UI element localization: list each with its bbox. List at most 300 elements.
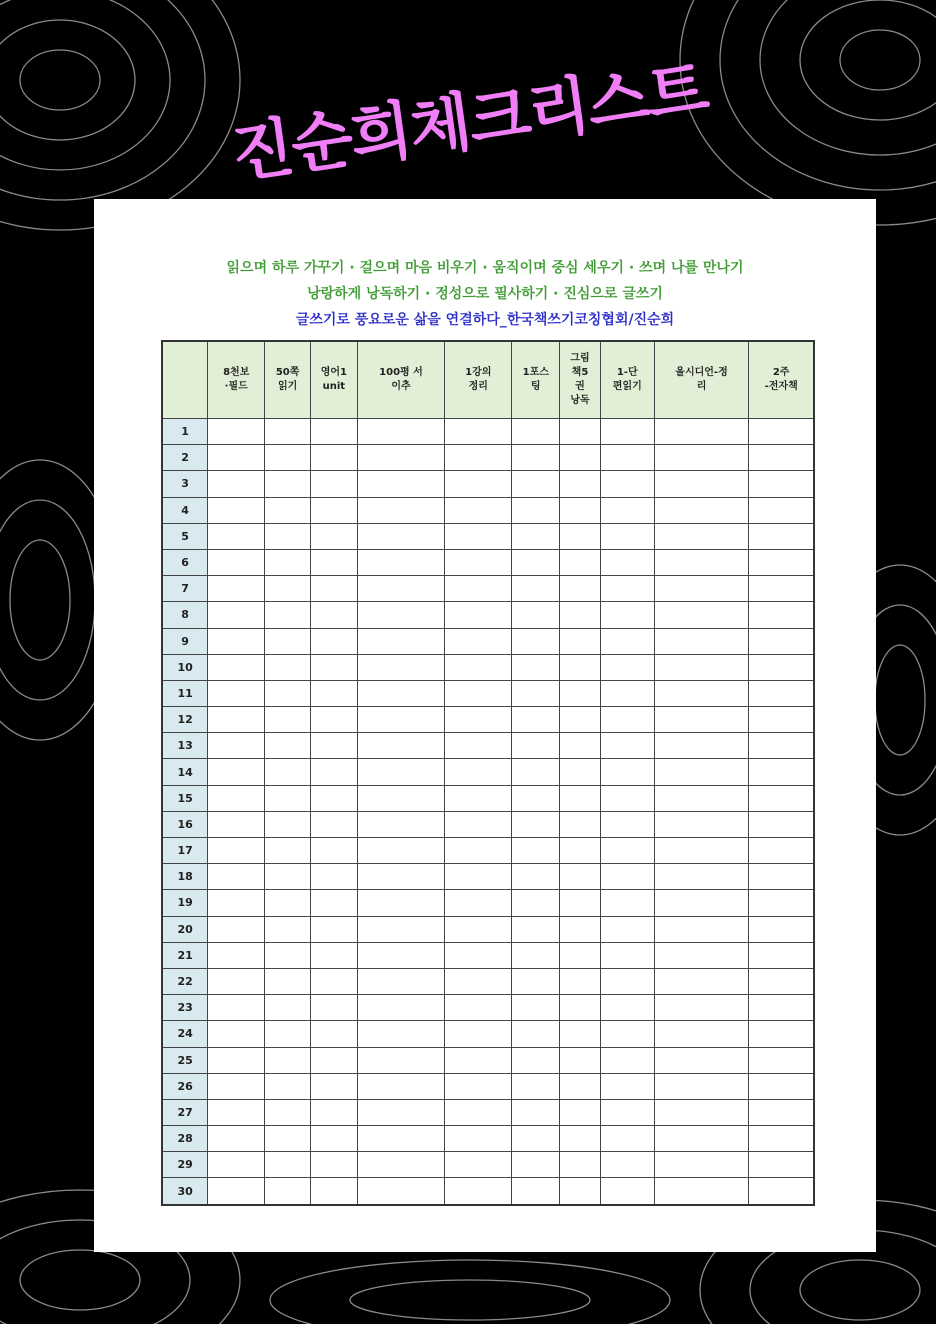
check-cell[interactable]	[512, 1047, 560, 1073]
check-cell[interactable]	[512, 942, 560, 968]
check-cell[interactable]	[512, 1099, 560, 1125]
check-cell[interactable]	[560, 419, 601, 445]
check-cell[interactable]	[560, 1099, 601, 1125]
check-cell[interactable]	[749, 968, 814, 994]
check-cell[interactable]	[357, 968, 444, 994]
check-cell[interactable]	[357, 602, 444, 628]
check-cell[interactable]	[445, 1047, 512, 1073]
check-cell[interactable]	[208, 733, 265, 759]
check-cell[interactable]	[600, 549, 654, 575]
check-cell[interactable]	[265, 1152, 311, 1178]
check-cell[interactable]	[357, 1047, 444, 1073]
check-cell[interactable]	[654, 995, 749, 1021]
check-cell[interactable]	[512, 680, 560, 706]
check-cell[interactable]	[749, 628, 814, 654]
check-cell[interactable]	[310, 419, 357, 445]
check-cell[interactable]	[654, 785, 749, 811]
check-cell[interactable]	[310, 602, 357, 628]
check-cell[interactable]	[265, 523, 311, 549]
check-cell[interactable]	[749, 785, 814, 811]
check-cell[interactable]	[208, 1099, 265, 1125]
check-cell[interactable]	[600, 707, 654, 733]
check-cell[interactable]	[357, 942, 444, 968]
check-cell[interactable]	[265, 1047, 311, 1073]
check-cell[interactable]	[749, 654, 814, 680]
check-cell[interactable]	[208, 680, 265, 706]
check-cell[interactable]	[654, 523, 749, 549]
check-cell[interactable]	[445, 785, 512, 811]
check-cell[interactable]	[749, 576, 814, 602]
check-cell[interactable]	[654, 1152, 749, 1178]
check-cell[interactable]	[265, 602, 311, 628]
check-cell[interactable]	[445, 497, 512, 523]
check-cell[interactable]	[208, 549, 265, 575]
check-cell[interactable]	[208, 654, 265, 680]
check-cell[interactable]	[560, 628, 601, 654]
check-cell[interactable]	[560, 968, 601, 994]
check-cell[interactable]	[560, 471, 601, 497]
check-cell[interactable]	[749, 942, 814, 968]
check-cell[interactable]	[560, 864, 601, 890]
check-cell[interactable]	[357, 654, 444, 680]
check-cell[interactable]	[445, 811, 512, 837]
check-cell[interactable]	[208, 523, 265, 549]
check-cell[interactable]	[208, 995, 265, 1021]
check-cell[interactable]	[310, 995, 357, 1021]
check-cell[interactable]	[560, 1152, 601, 1178]
check-cell[interactable]	[560, 890, 601, 916]
check-cell[interactable]	[512, 1178, 560, 1205]
check-cell[interactable]	[445, 576, 512, 602]
check-cell[interactable]	[265, 916, 311, 942]
check-cell[interactable]	[512, 523, 560, 549]
check-cell[interactable]	[208, 1047, 265, 1073]
check-cell[interactable]	[749, 549, 814, 575]
check-cell[interactable]	[560, 916, 601, 942]
check-cell[interactable]	[600, 785, 654, 811]
check-cell[interactable]	[749, 471, 814, 497]
check-cell[interactable]	[445, 654, 512, 680]
check-cell[interactable]	[208, 1126, 265, 1152]
check-cell[interactable]	[445, 707, 512, 733]
check-cell[interactable]	[749, 890, 814, 916]
check-cell[interactable]	[310, 707, 357, 733]
check-cell[interactable]	[445, 523, 512, 549]
check-cell[interactable]	[654, 1047, 749, 1073]
check-cell[interactable]	[512, 838, 560, 864]
check-cell[interactable]	[560, 445, 601, 471]
check-cell[interactable]	[208, 1073, 265, 1099]
check-cell[interactable]	[512, 707, 560, 733]
check-cell[interactable]	[208, 811, 265, 837]
check-cell[interactable]	[357, 1099, 444, 1125]
check-cell[interactable]	[265, 707, 311, 733]
check-cell[interactable]	[600, 1152, 654, 1178]
check-cell[interactable]	[654, 916, 749, 942]
check-cell[interactable]	[265, 811, 311, 837]
check-cell[interactable]	[445, 968, 512, 994]
check-cell[interactable]	[600, 942, 654, 968]
check-cell[interactable]	[560, 602, 601, 628]
check-cell[interactable]	[265, 497, 311, 523]
check-cell[interactable]	[208, 1152, 265, 1178]
check-cell[interactable]	[654, 628, 749, 654]
check-cell[interactable]	[357, 576, 444, 602]
check-cell[interactable]	[749, 680, 814, 706]
check-cell[interactable]	[357, 995, 444, 1021]
check-cell[interactable]	[357, 1178, 444, 1205]
check-cell[interactable]	[600, 497, 654, 523]
check-cell[interactable]	[310, 916, 357, 942]
check-cell[interactable]	[310, 968, 357, 994]
check-cell[interactable]	[560, 1126, 601, 1152]
check-cell[interactable]	[654, 1178, 749, 1205]
check-cell[interactable]	[512, 759, 560, 785]
check-cell[interactable]	[357, 549, 444, 575]
check-cell[interactable]	[310, 523, 357, 549]
check-cell[interactable]	[560, 1073, 601, 1099]
check-cell[interactable]	[512, 890, 560, 916]
check-cell[interactable]	[560, 1021, 601, 1047]
check-cell[interactable]	[654, 890, 749, 916]
check-cell[interactable]	[310, 942, 357, 968]
check-cell[interactable]	[560, 497, 601, 523]
check-cell[interactable]	[208, 864, 265, 890]
check-cell[interactable]	[357, 733, 444, 759]
check-cell[interactable]	[265, 864, 311, 890]
check-cell[interactable]	[654, 968, 749, 994]
check-cell[interactable]	[512, 471, 560, 497]
check-cell[interactable]	[560, 838, 601, 864]
check-cell[interactable]	[749, 707, 814, 733]
check-cell[interactable]	[512, 497, 560, 523]
check-cell[interactable]	[357, 445, 444, 471]
check-cell[interactable]	[445, 864, 512, 890]
check-cell[interactable]	[749, 916, 814, 942]
check-cell[interactable]	[600, 654, 654, 680]
check-cell[interactable]	[310, 654, 357, 680]
check-cell[interactable]	[654, 1099, 749, 1125]
check-cell[interactable]	[445, 549, 512, 575]
check-cell[interactable]	[512, 785, 560, 811]
check-cell[interactable]	[357, 1126, 444, 1152]
check-cell[interactable]	[357, 838, 444, 864]
check-cell[interactable]	[654, 445, 749, 471]
check-cell[interactable]	[749, 523, 814, 549]
check-cell[interactable]	[512, 654, 560, 680]
check-cell[interactable]	[445, 1099, 512, 1125]
check-cell[interactable]	[265, 759, 311, 785]
check-cell[interactable]	[749, 1073, 814, 1099]
check-cell[interactable]	[208, 602, 265, 628]
check-cell[interactable]	[560, 811, 601, 837]
check-cell[interactable]	[208, 968, 265, 994]
check-cell[interactable]	[512, 968, 560, 994]
check-cell[interactable]	[357, 419, 444, 445]
check-cell[interactable]	[512, 1021, 560, 1047]
check-cell[interactable]	[265, 576, 311, 602]
check-cell[interactable]	[357, 680, 444, 706]
check-cell[interactable]	[208, 1178, 265, 1205]
check-cell[interactable]	[512, 549, 560, 575]
check-cell[interactable]	[445, 628, 512, 654]
check-cell[interactable]	[560, 733, 601, 759]
check-cell[interactable]	[600, 1021, 654, 1047]
check-cell[interactable]	[310, 445, 357, 471]
check-cell[interactable]	[560, 654, 601, 680]
check-cell[interactable]	[265, 1126, 311, 1152]
check-cell[interactable]	[654, 942, 749, 968]
check-cell[interactable]	[310, 733, 357, 759]
check-cell[interactable]	[600, 1126, 654, 1152]
check-cell[interactable]	[208, 942, 265, 968]
check-cell[interactable]	[357, 523, 444, 549]
check-cell[interactable]	[600, 1178, 654, 1205]
check-cell[interactable]	[265, 1021, 311, 1047]
check-cell[interactable]	[445, 733, 512, 759]
check-cell[interactable]	[512, 1073, 560, 1099]
check-cell[interactable]	[654, 419, 749, 445]
check-cell[interactable]	[208, 628, 265, 654]
check-cell[interactable]	[560, 680, 601, 706]
check-cell[interactable]	[357, 890, 444, 916]
check-cell[interactable]	[208, 890, 265, 916]
check-cell[interactable]	[445, 471, 512, 497]
check-cell[interactable]	[654, 759, 749, 785]
check-cell[interactable]	[512, 419, 560, 445]
check-cell[interactable]	[654, 864, 749, 890]
check-cell[interactable]	[512, 602, 560, 628]
check-cell[interactable]	[208, 576, 265, 602]
check-cell[interactable]	[265, 1178, 311, 1205]
check-cell[interactable]	[265, 471, 311, 497]
check-cell[interactable]	[208, 916, 265, 942]
check-cell[interactable]	[654, 1021, 749, 1047]
check-cell[interactable]	[445, 890, 512, 916]
check-cell[interactable]	[310, 680, 357, 706]
check-cell[interactable]	[265, 628, 311, 654]
check-cell[interactable]	[445, 995, 512, 1021]
check-cell[interactable]	[445, 1073, 512, 1099]
check-cell[interactable]	[600, 733, 654, 759]
check-cell[interactable]	[357, 916, 444, 942]
check-cell[interactable]	[600, 602, 654, 628]
check-cell[interactable]	[749, 602, 814, 628]
check-cell[interactable]	[560, 523, 601, 549]
check-cell[interactable]	[310, 549, 357, 575]
check-cell[interactable]	[310, 471, 357, 497]
check-cell[interactable]	[654, 602, 749, 628]
check-cell[interactable]	[208, 419, 265, 445]
check-cell[interactable]	[357, 1152, 444, 1178]
check-cell[interactable]	[749, 1099, 814, 1125]
check-cell[interactable]	[265, 1099, 311, 1125]
check-cell[interactable]	[749, 811, 814, 837]
check-cell[interactable]	[654, 707, 749, 733]
check-cell[interactable]	[654, 680, 749, 706]
check-cell[interactable]	[600, 471, 654, 497]
check-cell[interactable]	[208, 759, 265, 785]
check-cell[interactable]	[560, 549, 601, 575]
check-cell[interactable]	[357, 707, 444, 733]
check-cell[interactable]	[265, 838, 311, 864]
check-cell[interactable]	[445, 759, 512, 785]
check-cell[interactable]	[445, 1178, 512, 1205]
check-cell[interactable]	[265, 1073, 311, 1099]
check-cell[interactable]	[749, 995, 814, 1021]
check-cell[interactable]	[600, 445, 654, 471]
check-cell[interactable]	[208, 497, 265, 523]
check-cell[interactable]	[600, 759, 654, 785]
check-cell[interactable]	[600, 628, 654, 654]
check-cell[interactable]	[310, 497, 357, 523]
check-cell[interactable]	[654, 654, 749, 680]
check-cell[interactable]	[600, 680, 654, 706]
check-cell[interactable]	[310, 811, 357, 837]
check-cell[interactable]	[560, 942, 601, 968]
check-cell[interactable]	[749, 1126, 814, 1152]
check-cell[interactable]	[310, 1021, 357, 1047]
check-cell[interactable]	[265, 942, 311, 968]
check-cell[interactable]	[749, 1021, 814, 1047]
check-cell[interactable]	[310, 785, 357, 811]
check-cell[interactable]	[265, 785, 311, 811]
check-cell[interactable]	[265, 968, 311, 994]
check-cell[interactable]	[310, 1047, 357, 1073]
check-cell[interactable]	[749, 759, 814, 785]
check-cell[interactable]	[357, 811, 444, 837]
check-cell[interactable]	[512, 1126, 560, 1152]
check-cell[interactable]	[357, 759, 444, 785]
check-cell[interactable]	[749, 497, 814, 523]
check-cell[interactable]	[749, 1178, 814, 1205]
check-cell[interactable]	[310, 1178, 357, 1205]
check-cell[interactable]	[560, 995, 601, 1021]
check-cell[interactable]	[749, 733, 814, 759]
check-cell[interactable]	[310, 576, 357, 602]
check-cell[interactable]	[600, 419, 654, 445]
check-cell[interactable]	[265, 549, 311, 575]
check-cell[interactable]	[310, 864, 357, 890]
check-cell[interactable]	[357, 471, 444, 497]
check-cell[interactable]	[512, 864, 560, 890]
check-cell[interactable]	[357, 864, 444, 890]
check-cell[interactable]	[512, 733, 560, 759]
check-cell[interactable]	[445, 1152, 512, 1178]
check-cell[interactable]	[445, 445, 512, 471]
check-cell[interactable]	[265, 654, 311, 680]
check-cell[interactable]	[512, 995, 560, 1021]
check-cell[interactable]	[310, 1126, 357, 1152]
check-cell[interactable]	[445, 419, 512, 445]
check-cell[interactable]	[208, 445, 265, 471]
check-cell[interactable]	[208, 785, 265, 811]
check-cell[interactable]	[310, 838, 357, 864]
check-cell[interactable]	[357, 1073, 444, 1099]
check-cell[interactable]	[749, 1047, 814, 1073]
check-cell[interactable]	[445, 602, 512, 628]
check-cell[interactable]	[445, 942, 512, 968]
check-cell[interactable]	[357, 628, 444, 654]
check-cell[interactable]	[265, 680, 311, 706]
check-cell[interactable]	[208, 1021, 265, 1047]
check-cell[interactable]	[560, 1047, 601, 1073]
check-cell[interactable]	[265, 419, 311, 445]
check-cell[interactable]	[357, 1021, 444, 1047]
check-cell[interactable]	[654, 497, 749, 523]
check-cell[interactable]	[560, 759, 601, 785]
check-cell[interactable]	[654, 733, 749, 759]
check-cell[interactable]	[445, 1126, 512, 1152]
check-cell[interactable]	[512, 916, 560, 942]
check-cell[interactable]	[600, 576, 654, 602]
check-cell[interactable]	[560, 1178, 601, 1205]
check-cell[interactable]	[600, 811, 654, 837]
check-cell[interactable]	[749, 838, 814, 864]
check-cell[interactable]	[310, 890, 357, 916]
check-cell[interactable]	[654, 576, 749, 602]
check-cell[interactable]	[445, 1021, 512, 1047]
check-cell[interactable]	[310, 1073, 357, 1099]
check-cell[interactable]	[749, 445, 814, 471]
check-cell[interactable]	[445, 680, 512, 706]
check-cell[interactable]	[512, 811, 560, 837]
check-cell[interactable]	[600, 523, 654, 549]
check-cell[interactable]	[749, 864, 814, 890]
check-cell[interactable]	[208, 707, 265, 733]
check-cell[interactable]	[512, 445, 560, 471]
check-cell[interactable]	[749, 419, 814, 445]
check-cell[interactable]	[600, 1047, 654, 1073]
check-cell[interactable]	[445, 838, 512, 864]
check-cell[interactable]	[654, 811, 749, 837]
check-cell[interactable]	[310, 1152, 357, 1178]
check-cell[interactable]	[600, 1073, 654, 1099]
check-cell[interactable]	[749, 1152, 814, 1178]
check-cell[interactable]	[600, 838, 654, 864]
check-cell[interactable]	[654, 549, 749, 575]
check-cell[interactable]	[310, 1099, 357, 1125]
check-cell[interactable]	[310, 759, 357, 785]
check-cell[interactable]	[654, 838, 749, 864]
check-cell[interactable]	[600, 968, 654, 994]
check-cell[interactable]	[445, 916, 512, 942]
check-cell[interactable]	[560, 576, 601, 602]
check-cell[interactable]	[265, 890, 311, 916]
check-cell[interactable]	[265, 445, 311, 471]
check-cell[interactable]	[512, 1152, 560, 1178]
check-cell[interactable]	[560, 707, 601, 733]
check-cell[interactable]	[600, 916, 654, 942]
check-cell[interactable]	[600, 890, 654, 916]
check-cell[interactable]	[357, 785, 444, 811]
check-cell[interactable]	[600, 995, 654, 1021]
check-cell[interactable]	[265, 995, 311, 1021]
check-cell[interactable]	[265, 733, 311, 759]
check-cell[interactable]	[654, 1126, 749, 1152]
check-cell[interactable]	[654, 1073, 749, 1099]
check-cell[interactable]	[208, 471, 265, 497]
check-cell[interactable]	[208, 838, 265, 864]
check-cell[interactable]	[512, 576, 560, 602]
check-cell[interactable]	[512, 628, 560, 654]
check-cell[interactable]	[310, 628, 357, 654]
check-cell[interactable]	[600, 864, 654, 890]
check-cell[interactable]	[560, 785, 601, 811]
check-cell[interactable]	[357, 497, 444, 523]
check-cell[interactable]	[600, 1099, 654, 1125]
check-cell[interactable]	[654, 471, 749, 497]
